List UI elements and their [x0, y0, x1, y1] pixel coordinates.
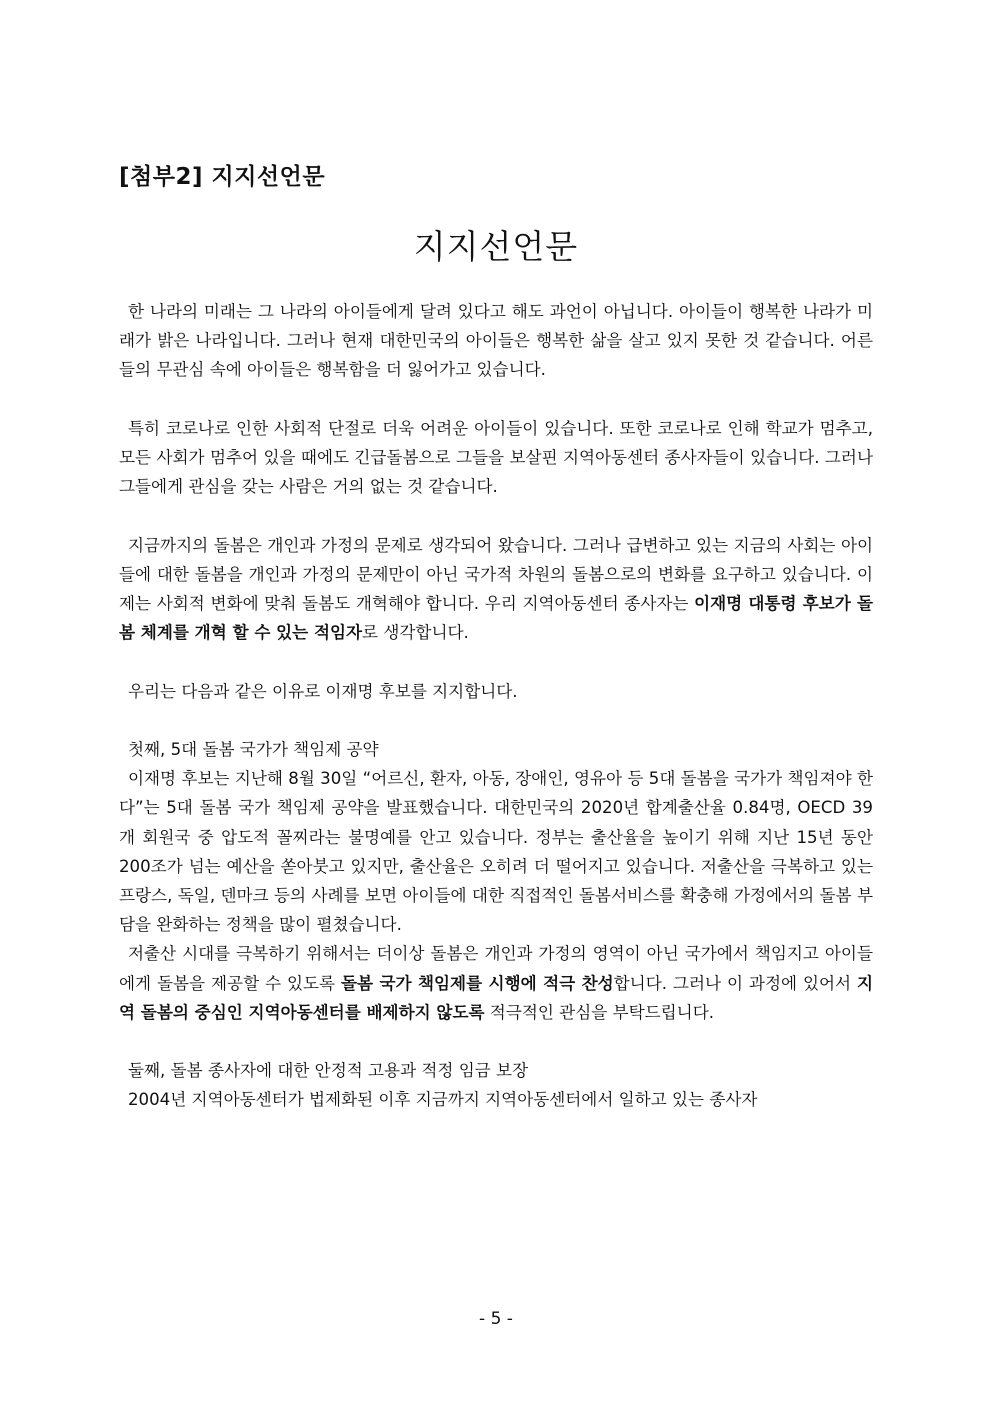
paragraph-gap: [119, 501, 873, 530]
paragraph-support-reason: 우리는 다음과 같은 이유로 이재명 후보를 지지합니다.: [128, 681, 518, 701]
paragraph-gap: [119, 706, 873, 735]
text-run: 저출산 시대를 극복하기 위해서는 더이상 돌봄은 개인과 가정의 영역이 아닌 국가에서 책임지고 아이들에게 돌봄을 제공할 수 있도록: [119, 944, 873, 993]
paragraph-gap: [119, 1027, 873, 1056]
paragraph-gap: [119, 385, 873, 414]
section-heading-first: 첫째, 5대 돌봄 국가가 책임제 공약: [128, 739, 379, 759]
bold-text-run: 지역 돌봄의 중심인 지역아동센터를 배제하지 않도록: [119, 973, 873, 1022]
text-run: 합니다. 그러나 이 과정에 있어서: [613, 973, 857, 993]
paragraph-first-a: 이재명 후보는 지난해 8월 30일 “어르신, 환자, 아동, 장애인, 영유아 등 5대 돌봄을 국가가 책임져야 한다”는 5대 돌봄 국가 책임제 공약을 발표했습니다. 대한민국의 2020년 합계출산율 0.84명, OECD 39개 회원국 중 압도적 꼴찌라는 불명예를 안고 있습니다. 정부는 출산율을 높이기 위해 지난 15년 동안 200조가 넘는 예산을 쏟아붓고 있지만, 출산율은 오히려 더 떨어지고 있습니다. 저출산을 극복하고 있는 프랑스, 독일, 덴마크 등의 사례를 보면 아이들에 대한 직접적인 돌봄서비스를 확충해 가정에서의 돌봄 부담을 완화하는 정책을 많이 펼쳤습니다.: [119, 769, 874, 935]
text-run: 지금까지의 돌봄은 개인과 가정의 문제로 생각되어 왔습니다. 그러나 급변하고 있는 지금의 사회는 아이들에 대한 돌봄을 개인과 가정의 문제만이 아닌 국가적 차원의 돌봄으로의 변화를 요구하고 있습니다. 이제는 사회적 변화에 맞춰 돌봄도 개혁해야 합니다. 우리 지역아동센터 종사자는: [119, 535, 873, 613]
paragraph-first-b: [119, 939, 873, 1027]
document-title: 지지선언문: [413, 227, 579, 266]
document-body: [119, 297, 873, 1115]
section-heading-second: 둘째, 돌봄 종사자에 대한 안정적 고용과 적정 임금 보장: [128, 1061, 529, 1081]
paragraph-gap: [119, 647, 873, 676]
paragraph-second-a: 2004년 지역아동센터가 법제화된 이후 지금까지 지역아동센터에서 일하고 있는 종사자: [128, 1090, 758, 1110]
text-run: 로 생각합니다.: [362, 623, 469, 643]
bold-text-run: 돌봄 국가 책임제를 시행에 적극 찬성: [341, 973, 614, 993]
bold-text-run: 이재명 대통령 후보가 돌봄 체계를 개혁 할 수 있는 적임자: [119, 594, 873, 643]
attachment-heading: [첨부2] 지지선언문: [119, 164, 326, 190]
page-number: - 5 -: [479, 1309, 513, 1329]
paragraph-covid: 특히 코로나로 인한 사회적 단절로 더욱 어려운 아이들이 있습니다. 또한 코로나로 인해 학교가 멈추고, 모든 사회가 멈추어 있을 때에도 긴급돌봄으로 그들을 보살핀 지역아동센터 종사자들이 있습니다. 그러나 그들에게 관심을 갖는 사람은 거의 없는 것 같습니다.: [119, 418, 873, 497]
paragraph-care-reform: [119, 531, 873, 648]
paragraph-intro: 한 나라의 미래는 그 나라의 아이들에게 달려 있다고 해도 과언이 아닙니다. 아이들이 행복한 나라가 미래가 밝은 나라입니다. 그러나 현재 대한민국의 아이들은 행복한 삶을 살고 있지 못한 것 같습니다. 어른들의 무관심 속에 아이들은 행복함을 더 잃어가고 있습니다.: [119, 302, 873, 380]
text-run: 적극적인 관심을 부탁드립니다.: [484, 1002, 714, 1022]
